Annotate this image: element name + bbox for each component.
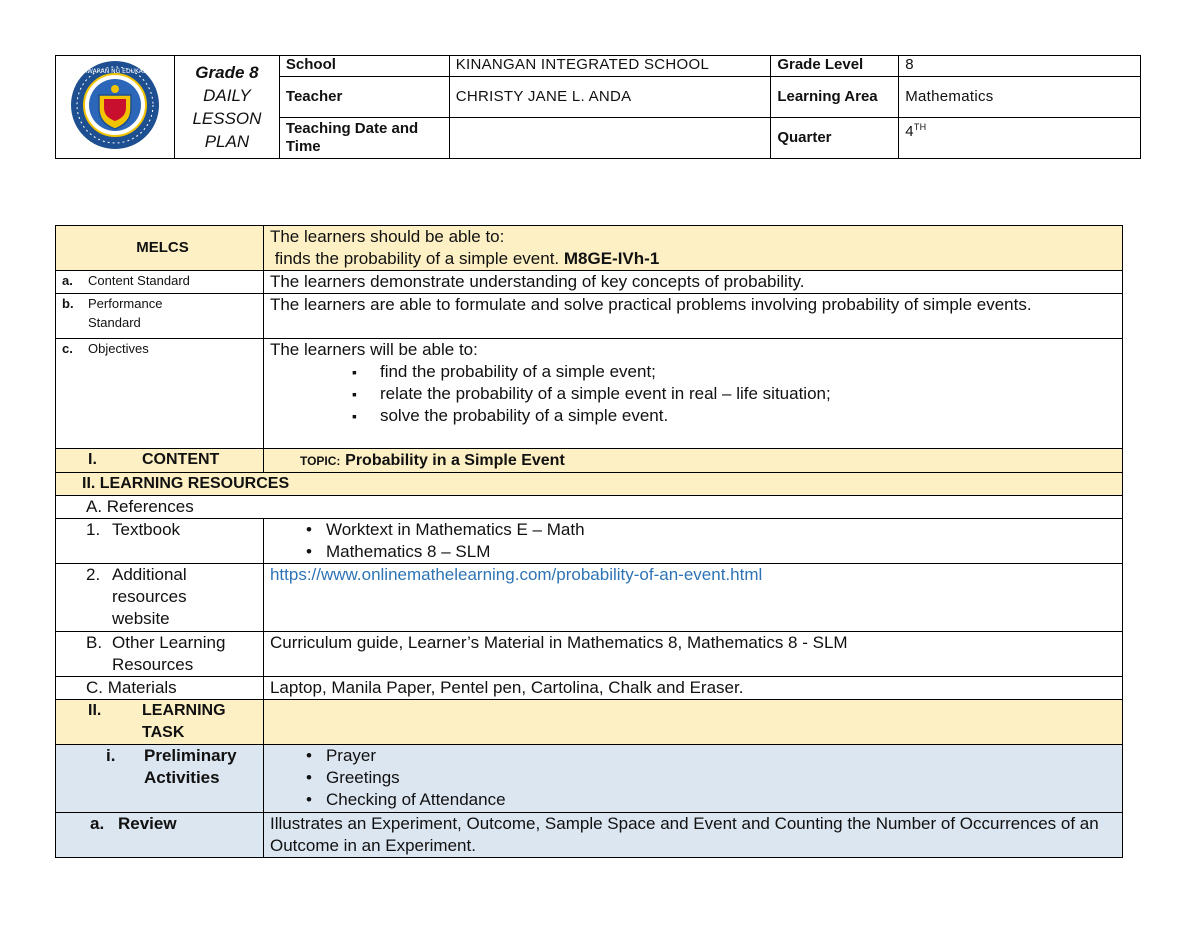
- header-table: [55, 55, 1141, 159]
- list-item: ▪ find the probability of a simple event;: [270, 361, 1122, 383]
- preliminary-label: i. Preliminary Activities: [56, 745, 264, 813]
- textbook-row: [56, 519, 1123, 564]
- learning-area-label: Learning Area: [771, 77, 899, 118]
- list-item: • Checking of Attendance: [270, 789, 1122, 811]
- preliminary-row: [56, 745, 1123, 813]
- school-label: School: [279, 56, 449, 77]
- additional-resources-label: 2. Additional resources website: [56, 564, 264, 632]
- list-item: • Greetings: [270, 767, 1122, 789]
- other-resources-value: Curriculum guide, Learner’s Material in Mathematics 8, Mathematics 8 - SLM: [263, 632, 1122, 677]
- objectives-value: The learners will be able to: ▪ find the probability of a simple event; ▪ relate the probability of a simple event in real – life situation; ▪ solve the probability of a simple event.: [263, 339, 1122, 449]
- textbook-value: [263, 519, 1122, 564]
- date-value: [449, 118, 771, 159]
- resources-label: II. LEARNING RESOURCES: [56, 473, 1123, 496]
- other-resources-row: [56, 632, 1123, 677]
- additional-resources-row: [56, 564, 1123, 632]
- performance-standard-value: The learners are able to formulate and solve practical problems involving probability of simple events.: [263, 294, 1122, 339]
- materials-label: C. Materials: [56, 677, 264, 700]
- additional-resources-value: [263, 564, 1122, 632]
- teacher-label: Teacher: [279, 77, 449, 118]
- list-item: ▪ relate the probability of a simple event in real – life situation;: [270, 383, 1122, 405]
- performance-standard-row: [56, 294, 1123, 339]
- materials-value: Laptop, Manila Paper, Pentel pen, Cartolina, Chalk and Eraser.: [263, 677, 1122, 700]
- list-item: ▪ solve the probability of a simple event.: [270, 405, 1122, 427]
- list-item: • Worktext in Mathematics E – Math: [270, 519, 1122, 541]
- review-row: [56, 813, 1123, 858]
- textbook-label: 1. Textbook: [56, 519, 264, 564]
- content-label: I. CONTENT: [56, 449, 264, 473]
- melcs-value: The learners should be able to: finds the probability of a simple event. M8GE-IVh-1: [263, 226, 1122, 271]
- objectives-label: c. Objectives: [56, 339, 264, 449]
- content-standard-label: a. Content Standard: [56, 271, 264, 294]
- performance-standard-label: b. Performance Standard: [56, 294, 264, 339]
- svg-text:KAGAWARAN NG EDUKASYON: KAGAWARAN NG EDUKASYON: [70, 67, 160, 75]
- melcs-row: [56, 226, 1123, 271]
- school-value: KINANGAN INTEGRATED SCHOOL: [449, 56, 771, 77]
- references-label: A. References: [56, 496, 1123, 519]
- review-label: a. Review: [56, 813, 264, 858]
- review-value: Illustrates an Experiment, Outcome, Sample Space and Event and Counting the Number of Occurrences of an Outcome in an Experiment.: [263, 813, 1122, 858]
- other-resources-label: B. Other Learning Resources: [56, 632, 264, 677]
- content-standard-row: [56, 271, 1123, 294]
- lesson-plan-table: [55, 225, 1123, 858]
- grade-level-value: 8: [899, 56, 1141, 77]
- materials-row: [56, 677, 1123, 700]
- references-row: [56, 496, 1123, 519]
- topic-value: TOPIC: Probability in a Simple Event: [263, 449, 1122, 473]
- melcs-label: MELCS: [56, 226, 264, 271]
- resource-link[interactable]: https://www.onlinemathelearning.com/probability-of-an-event.html: [269, 565, 763, 584]
- grade-title: Grade 8 DAILY LESSON PLAN: [174, 56, 279, 159]
- resources-row: [56, 473, 1123, 496]
- list-item: • Mathematics 8 – SLM: [270, 541, 1122, 563]
- teacher-value: CHRISTY JANE L. ANDA: [449, 77, 771, 118]
- logo-cell: [56, 56, 175, 159]
- preliminary-value: [263, 745, 1122, 813]
- objectives-row: [56, 339, 1123, 449]
- learning-area-value: Mathematics: [899, 77, 1141, 118]
- objectives-list: [270, 361, 1122, 427]
- quarter-label: Quarter: [771, 118, 899, 159]
- learning-task-label: II. LEARNING TASK: [56, 700, 264, 745]
- learning-task-row: [56, 700, 1123, 745]
- content-standard-value: The learners demonstrate understanding of key concepts of probability.: [263, 271, 1122, 294]
- grade-level-label: Grade Level: [771, 56, 899, 77]
- deped-seal-icon: [62, 59, 168, 151]
- quarter-value: 4TH: [899, 118, 1141, 159]
- date-label: Teaching Date and Time: [279, 118, 449, 159]
- list-item: • Prayer: [270, 745, 1122, 767]
- content-row: [56, 449, 1123, 473]
